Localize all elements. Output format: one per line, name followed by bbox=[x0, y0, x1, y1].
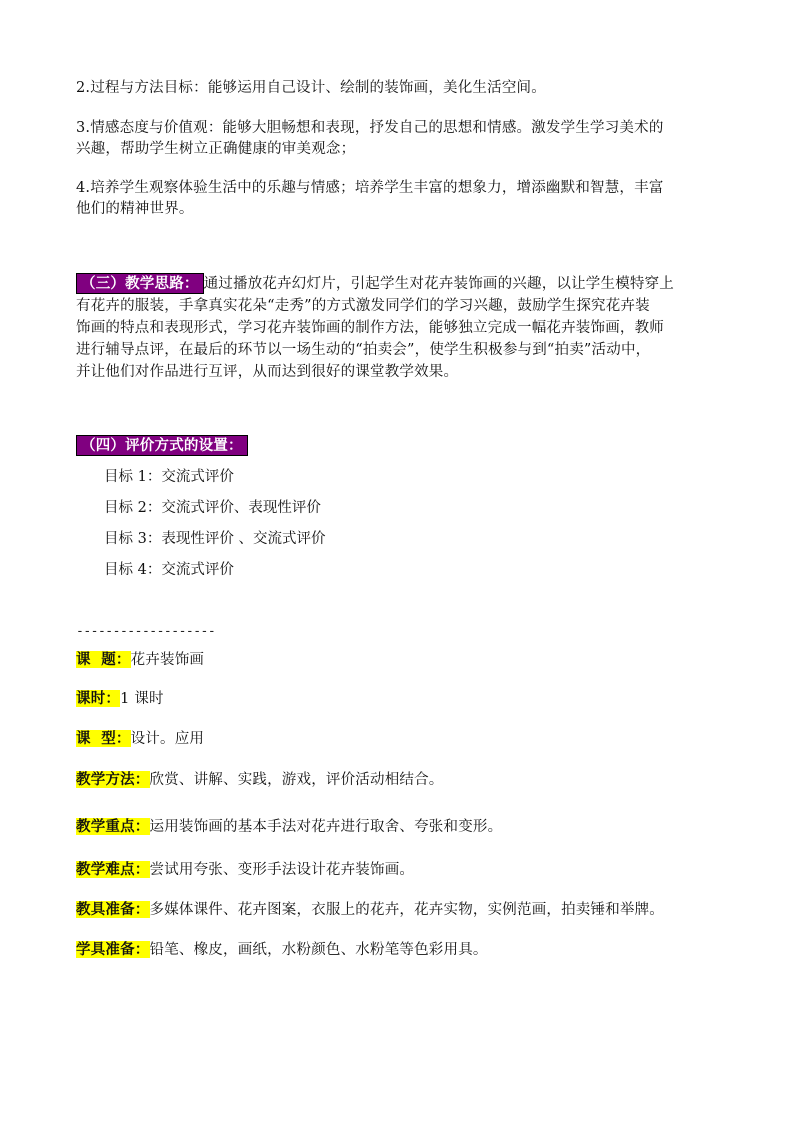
lesson-type-label: 课 型： bbox=[76, 730, 131, 747]
teaching-idea-heading: （三）教学思路： bbox=[76, 273, 204, 294]
objective-3-line-1: 3.情感态度与价值观：能够大胆畅想和表现，抒发自己的思想和情感。激发学生学习美术的 bbox=[76, 120, 664, 136]
teaching-idea-line-5: 并让他们对作品进行互评，从而达到很好的课堂教学效果。 bbox=[76, 364, 459, 380]
evaluation-goal-1: 目标 1：交流式评价 bbox=[104, 469, 234, 485]
lesson-hours-value: 1 课时 bbox=[120, 691, 164, 707]
lesson-topic-value: 花卉装饰画 bbox=[130, 652, 205, 668]
lesson-student-prep-label: 学具准备： bbox=[76, 941, 150, 958]
section-divider: ------------------- bbox=[76, 624, 216, 639]
lesson-difficulty-value: 尝试用夸张、变形手法设计花卉装饰画。 bbox=[149, 862, 415, 878]
lesson-type-value: 设计。应用 bbox=[130, 731, 205, 747]
lesson-topic-label: 课 题： bbox=[76, 651, 131, 668]
lesson-difficulty-label: 教学难点： bbox=[76, 861, 150, 878]
teaching-idea-line-2: 有花卉的服装，手拿真实花朵“走秀”的方式激发同学们的学习兴趣，鼓励学生探究花卉装 bbox=[76, 298, 650, 314]
objective-4-line-1: 4.培养学生观察体验生活中的乐趣与情感；培养学生丰富的想象力，增添幽默和智慧，丰富 bbox=[76, 180, 664, 196]
objective-4-line-2: 他们的精神世界。 bbox=[76, 201, 194, 217]
lesson-method-value: 欣赏、讲解、实践，游戏，评价活动相结合。 bbox=[149, 772, 444, 788]
lesson-focus bbox=[76, 817, 502, 837]
lesson-teacher-prep bbox=[76, 900, 664, 920]
teaching-idea-line-3: 饰画的特点和表现形式，学习花卉装饰画的制作方法，能够独立完成一幅花卉装饰画，教师 bbox=[76, 320, 664, 336]
evaluation-goal-3: 目标 3：表现性评价 、交流式评价 bbox=[104, 531, 326, 547]
evaluation-heading: （四）评价方式的设置： bbox=[76, 435, 248, 456]
lesson-hours-label: 课时： bbox=[76, 690, 121, 707]
evaluation-goal-4: 目标 4：交流式评价 bbox=[104, 562, 234, 578]
teaching-idea-text-1: 通过播放花卉幻灯片，引起学生对花卉装饰画的兴趣，以让学生模特穿上 bbox=[203, 276, 675, 292]
lesson-method bbox=[76, 770, 444, 790]
lesson-hours bbox=[76, 689, 164, 709]
evaluation-goal-2: 目标 2：交流式评价、表现性评价 bbox=[104, 500, 321, 516]
lesson-focus-value: 运用装饰画的基本手法对花卉进行取舍、夸张和变形。 bbox=[149, 819, 503, 835]
lesson-type bbox=[76, 729, 204, 749]
lesson-method-label: 教学方法： bbox=[76, 771, 150, 788]
lesson-difficulty bbox=[76, 860, 414, 880]
objective-3-line-2: 兴趣，帮助学生树立正确健康的审美观念； bbox=[76, 141, 356, 157]
teaching-idea-line-1 bbox=[76, 274, 674, 294]
teaching-idea-line-4: 进行辅导点评，在最后的环节以一场生动的“拍卖会”，使学生积极参与到“拍卖”活动中， bbox=[76, 342, 651, 358]
lesson-topic bbox=[76, 650, 204, 670]
objective-2: 2.过程与方法目标：能够运用自己设计、绘制的装饰画，美化生活空间。 bbox=[76, 80, 546, 96]
lesson-teacher-prep-label: 教具准备： bbox=[76, 901, 150, 918]
lesson-student-prep-value: 铅笔、橡皮，画纸，水粉颜色、水粉笔等色彩用具。 bbox=[149, 942, 488, 958]
lesson-teacher-prep-value: 多媒体课件、花卉图案，衣服上的花卉，花卉实物，实例范画，拍卖锤和举牌。 bbox=[149, 902, 664, 918]
lesson-focus-label: 教学重点： bbox=[76, 818, 150, 835]
evaluation-heading-line bbox=[76, 436, 248, 456]
lesson-student-prep bbox=[76, 940, 488, 960]
